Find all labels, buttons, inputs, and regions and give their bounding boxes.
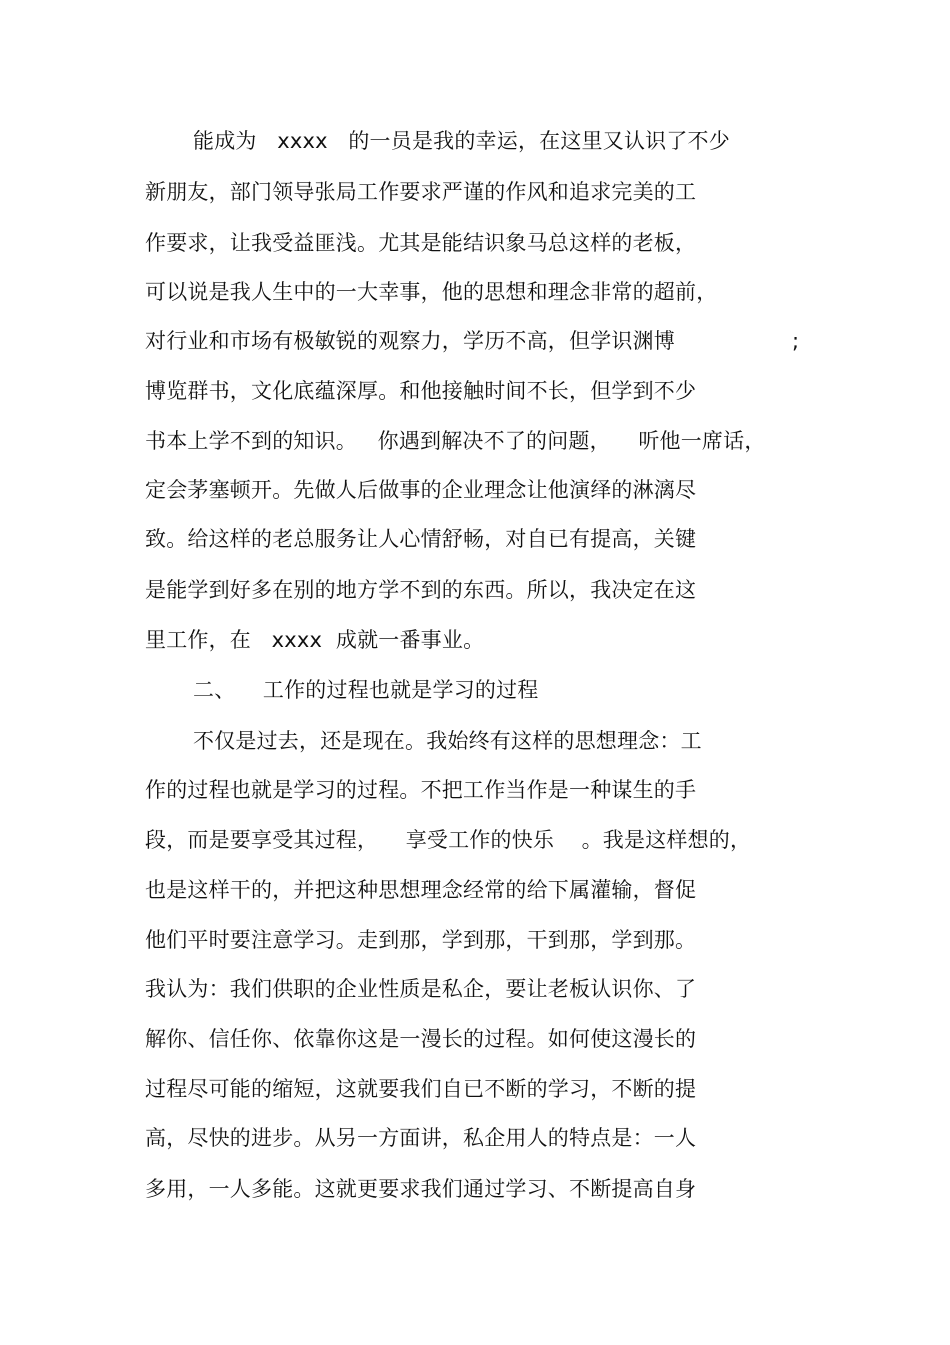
semicolon-mark: ;: [792, 329, 800, 353]
paragraph-line: 是能学到好多在别的地方学不到的东西。所以，我决定在这: [145, 578, 697, 602]
paragraph-line: 博览群书，文化底蕴深厚。和他接触时间不长，但学到不少: [145, 379, 697, 403]
paragraph-line: 里工作，在 xxxx 成就一番事业。: [145, 628, 485, 652]
paragraph-line: 对行业和市场有极敏锐的观察力，学历不高，但学识渊博: [145, 329, 675, 353]
paragraph-line: 也是这样干的，并把这种思想理念经常的给下属灌输，督促: [145, 878, 697, 902]
paragraph-line: 新朋友，部门领导张局工作要求严谨的作风和追求完美的工: [145, 180, 697, 204]
paragraph-line: 多用，一人多能。这就更要求我们通过学习、不断提高自身: [145, 1177, 697, 1201]
paragraph-line: 我认为：我们供职的企业性质是私企，要让老板认识你、了: [145, 977, 697, 1001]
paragraph-line: 作的过程也就是学习的过程。不把工作当作是一种谋生的手: [145, 778, 697, 802]
paragraph-line: 过程尽可能的缩短，这就要我们自已不断的学习，不断的提: [145, 1077, 697, 1101]
paragraph-line: 不仅是过去，还是现在。我始终有这样的思想理念：工: [193, 729, 702, 753]
paragraph-line: 解你、信任你、依靠你这是一漫长的过程。如何使这漫长的: [145, 1027, 697, 1051]
paragraph-line: 高，尽快的进步。从另一方面讲，私企用人的特点是：一人: [145, 1126, 697, 1150]
paragraph-line: 段，而是要享受其过程， 享受工作的快乐 。我是这样想的，: [145, 828, 752, 852]
paragraph-line: 他们平时要注意学习。走到那，学到那，干到那，学到那。: [145, 928, 697, 952]
paragraph-line: 书本上学不到的知识。 你遇到解决不了的问题， 听他一席话，: [145, 429, 766, 453]
paragraph-line: 致。给这样的老总服务让人心情舒畅，对自已有提高，关键: [145, 527, 697, 551]
paragraph-line: 定会茅塞顿开。先做人后做事的企业理念让他演绎的淋漓尽: [145, 478, 697, 502]
paragraph-line: 可以说是我人生中的一大幸事，他的思想和理念非常的超前，: [145, 280, 718, 304]
paragraph-line: 作要求，让我受益匪浅。尤其是能结识象马总这样的老板，: [145, 231, 697, 255]
paragraph-line: 能成为 xxxx 的一员是我的幸运，在这里又认识了不少: [193, 129, 730, 153]
section-heading: 二、 工作的过程也就是学习的过程: [193, 678, 539, 702]
